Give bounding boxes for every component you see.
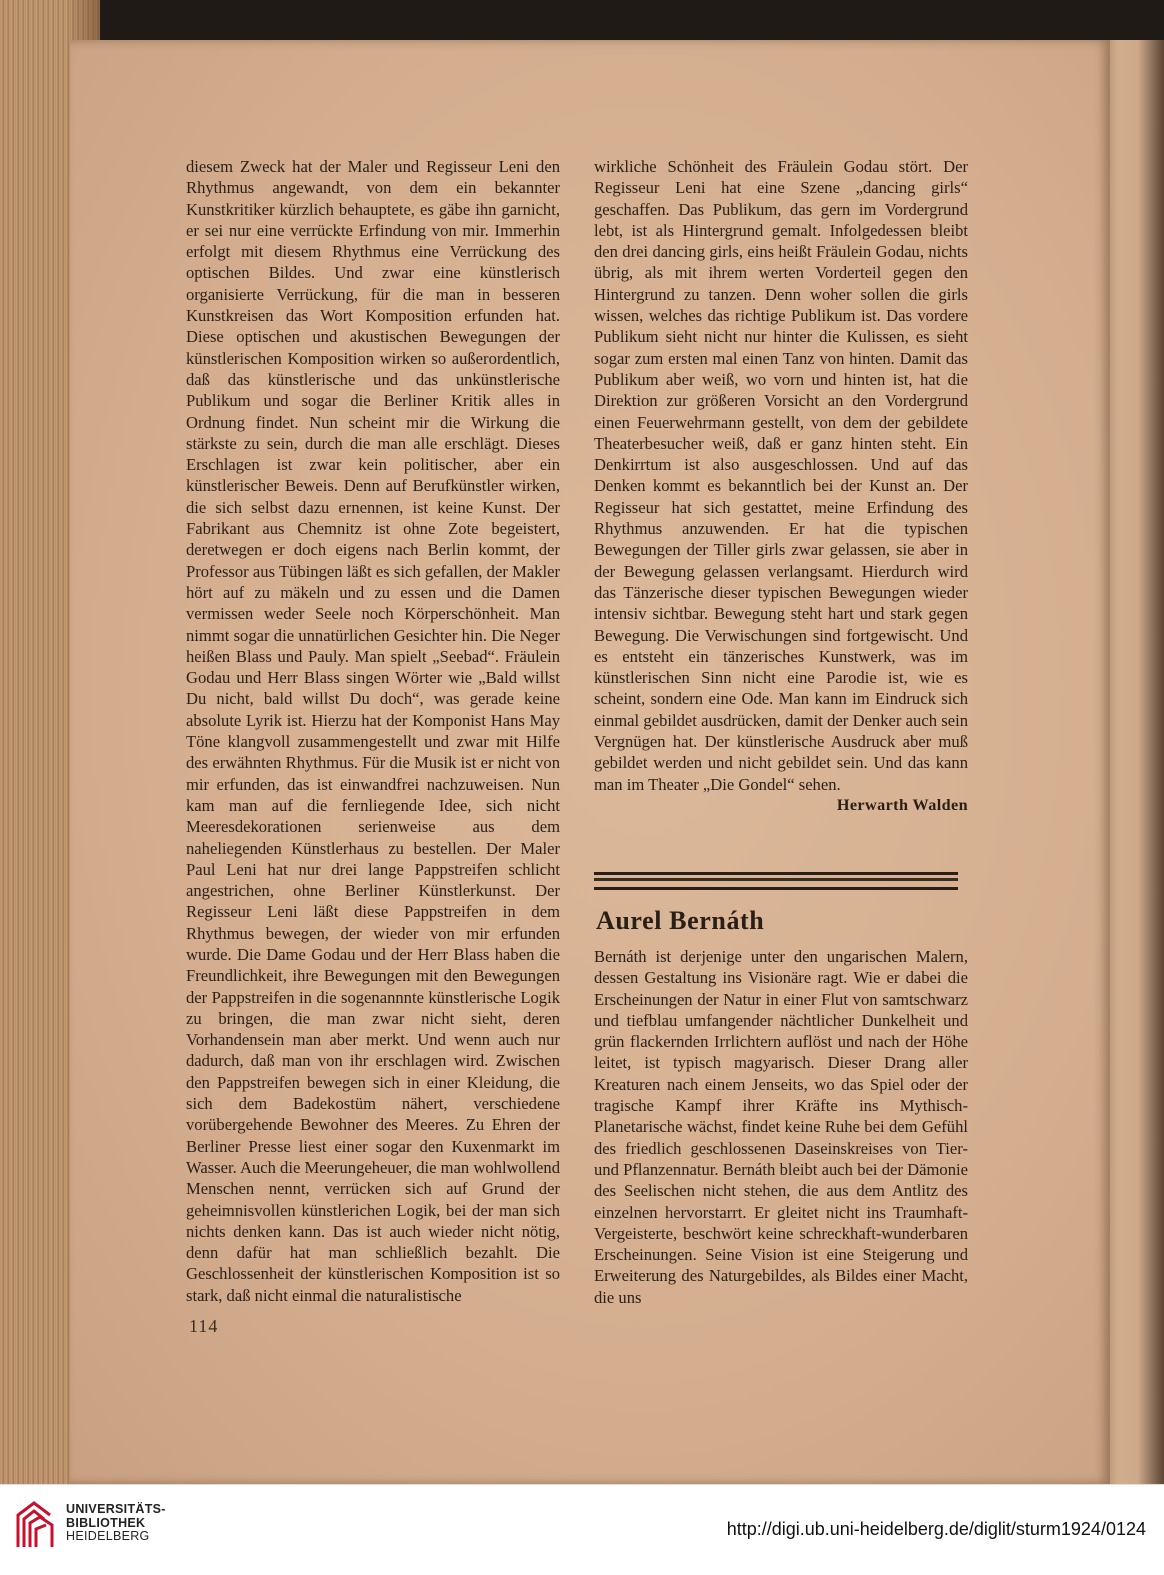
- library-name-line: BIBLIOTHEK: [66, 1515, 146, 1530]
- author-signature: Herwarth Walden: [836, 795, 968, 814]
- library-logo-icon: [12, 1497, 58, 1553]
- library-name-line: HEIDELBERG: [66, 1529, 150, 1543]
- text-column-right: [594, 156, 968, 816]
- body-paragraph: Bernáth ist derjenige unter den ungarischen Malern, dessen Gestaltung ins Visionäre ragt. Wie er dabei die Erscheinungen der Natur in einer Flut von samtschwarz und tiefblau umfangender nächtlicher Dunkelheit und grün flackernden Irrlichtern auflöst und nach der Höhe leitet, ist typisch magyarisch. Dieser Drang aller Kreaturen nach einem Jenseits, wo das Spiel oder der tragische Kampf ihrer Kräfte ins Mythisch-Planetarische wächst, findet keine Ruhe bei dem Gefühl des friedlich geschlossenen Daseinskreises von Tier- und Pflanzennatur. Bernáth bleibt auch bei der Dämonie des Seelischen nicht stehen, die aus dem Antlitz des einzelnen hervorstarrt. Er gleitet nicht ins Traumhaft-Vergeisterte, beschwört keine schreckhaft-wunderbaren Erscheinungen. Seine Vision ist eine Steigerung und Erweiterung des Naturgebildes, als Bildes einer Macht, die uns: [594, 947, 968, 1307]
- text-column-left: [186, 156, 560, 1306]
- article-body: [594, 946, 968, 1308]
- library-name: [66, 1503, 166, 1544]
- article-title: Aurel Bernáth: [596, 906, 765, 935]
- permalink-url[interactable]: http://digi.ub.uni-heidelberg.de/diglit/sturm1924/0124: [726, 1519, 1146, 1539]
- library-name-line: UNIVERSITÄTS-: [66, 1502, 166, 1516]
- viewer-footer: [0, 1484, 1164, 1575]
- section-divider-rule: [594, 872, 958, 890]
- body-paragraph: wirkliche Schönheit des Fräulein Godau stört. Der Regisseur Leni hat eine Szene „dancing girls“ geschaffen. Das Publikum, das gern im Vordergrund lebt, ist als Hintergrund gemalt. Infolgedessen bleibt den drei dancing girls, eins heißt Fräulein Godau, nichts übrig, als mit ihrem werten Vorderteil gegen den Hintergrund zu tanzen. Denn woher sollen die girls wissen, welches das richtige Publikum ist. Das vordere Publikum sieht nicht nur hinter die Kulissen, es sieht sogar zum ersten mal einen Tanz von hinten. Damit das Publikum aber weiß, wo vorn und hinten ist, hat die Direktion zur größeren Vorsicht an den Vordergrund einen Feuerwehrmann gestellt, von dem der gebildete Theaterbesucher weiß, daß er ganz hinten steht. Ein Denkirrtum ist also ausgeschlossen. Und auf das Denken kommt es bekanntlich bei der Kunst an. Der Regisseur hat sich gestattet, meine Erfindung des Rhythmus anzuwenden. Er hat die typischen Bewegungen der Tiller girls zwar gelassen, sie aber in der Bewegung gelassen verlangsamt. Hierdurch wird das Tänzerische dieser typischen Bewegungen wieder intensiv sichtbar. Bewegung steht hart und stark gegen Bewegung. Die Verwischungen sind fortgewischt. Und es entsteht ein tänzerisches Kunstwerk, was im künstlerischen Sinn nicht eine Parodie ist, wie es scheint, sondern eine Ode. Man kann im Eindruck sich einmal gebildet ausdrücken, damit der Denker auch sein Vergnügen hat. Der künstlerische Ausdruck aber muß gebildet werden und nicht gebildet sein. Und das kann man im Theater „Die Gondel“ sehen.: [594, 157, 968, 794]
- body-paragraph: diesem Zweck hat der Maler und Regisseur Leni den Rhythmus angewandt, von dem ein bekannter Kunstkritiker kürzlich behauptete, es gäbe ihn garnicht, er sei nur eine verrückte Erfindung von mir. Immerhin erfolgt mit diesem Rhythmus eine Verrückung des optischen Bildes. Und zwar eine künstlerisch organisierte Verrückung, für die man in besseren Kunstkreisen das Wort Komposition erfunden hat. Diese optischen und akustischen Bewegungen der künstlerischen Komposition wirken so außerordentlich, daß das künstlerische und das unkünstlerische Publikum und sogar die Berliner Kritik alles in Ordnung findet. Nun scheint mir die Wirkung die stärkste zu sein, durch die man alle erschlägt. Dieses Erschlagen ist zwar kein politischer, aber ein künstlerischer Beweis. Denn auf Berufkünstler wirken, die sich selbst dazu ernennen, ist keine Kunst. Der Fabrikant aus Chemnitz ist ohne Zote begeistert, deretwegen er doch eigens nach Berlin kommt, der Professor aus Tübingen läßt es sich gefallen, der Makler hört auf zu mäkeln und zu essen und die Damen vermissen weder Seele noch Körperschönheit. Man nimmt sogar die unnatürlichen Gesichter hin. Die Neger heißen Blass und Pauly. Man spielt „Seebad“. Fräulein Godau und Herr Blass singen Wörter wie „Bald willst Du nicht, bald willst Du doch“, was gerade keine absolute Lyrik ist. Hierzu hat der Komponist Hans May Töne klangvoll zusammengestellt und zwar mit Hilfe des erwähnten Rhythmus. Für die Musik ist er nicht von mir erfunden, das ist einwandfrei nachzuweisen. Nun kam man auf die fernliegende Idee, sich nicht Meeresdekorationen serienweise aus dem naheliegenden Künstlerhaus zu bestellen. Der Maler Paul Leni hat nur drei lange Pappstreifen schlicht angestrichen, ohne Berliner Künstlerkunst. Der Regisseur Leni läßt diese Pappstreifen in dem Rhythmus bewegen, der wieder von mir erfunden wurde. Die Dame Godau und der Herr Blass haben die Freundlichkeit, ihre Bewegungen mit den Bewegungen der Pappstreifen in die sogenannnte künstlerische Logik zu bringen, die man zwar nicht sieht, deren Vorhandensein man aber merkt. Und wenn auch nur dadurch, daß man von ihr erschlagen wird. Zwischen den Pappstreifen bewegen sich in einer Kleidung, die sich dem Badekostüm nähert, verschiedene vorübergehende Bewohner des Meeres. Zu Ehren der Berliner Presse liest einer sogar den Kuxenmarkt im Wasser. Auch die Meerungeheuer, die man wohlwollend Menschen nennt, verrücken sich auf Grund der geheimnisvollen künstlerichen Logik, bei der man sich nichts denken kann. Das ist auch wieder nicht nötig, denn dafür hat man schließlich bezahlt. Die Geschlossenheit der künstlerischen Komposition ist so stark, daß nicht einmal die naturalistische: [186, 157, 561, 1305]
- page-number: 114: [189, 1316, 219, 1336]
